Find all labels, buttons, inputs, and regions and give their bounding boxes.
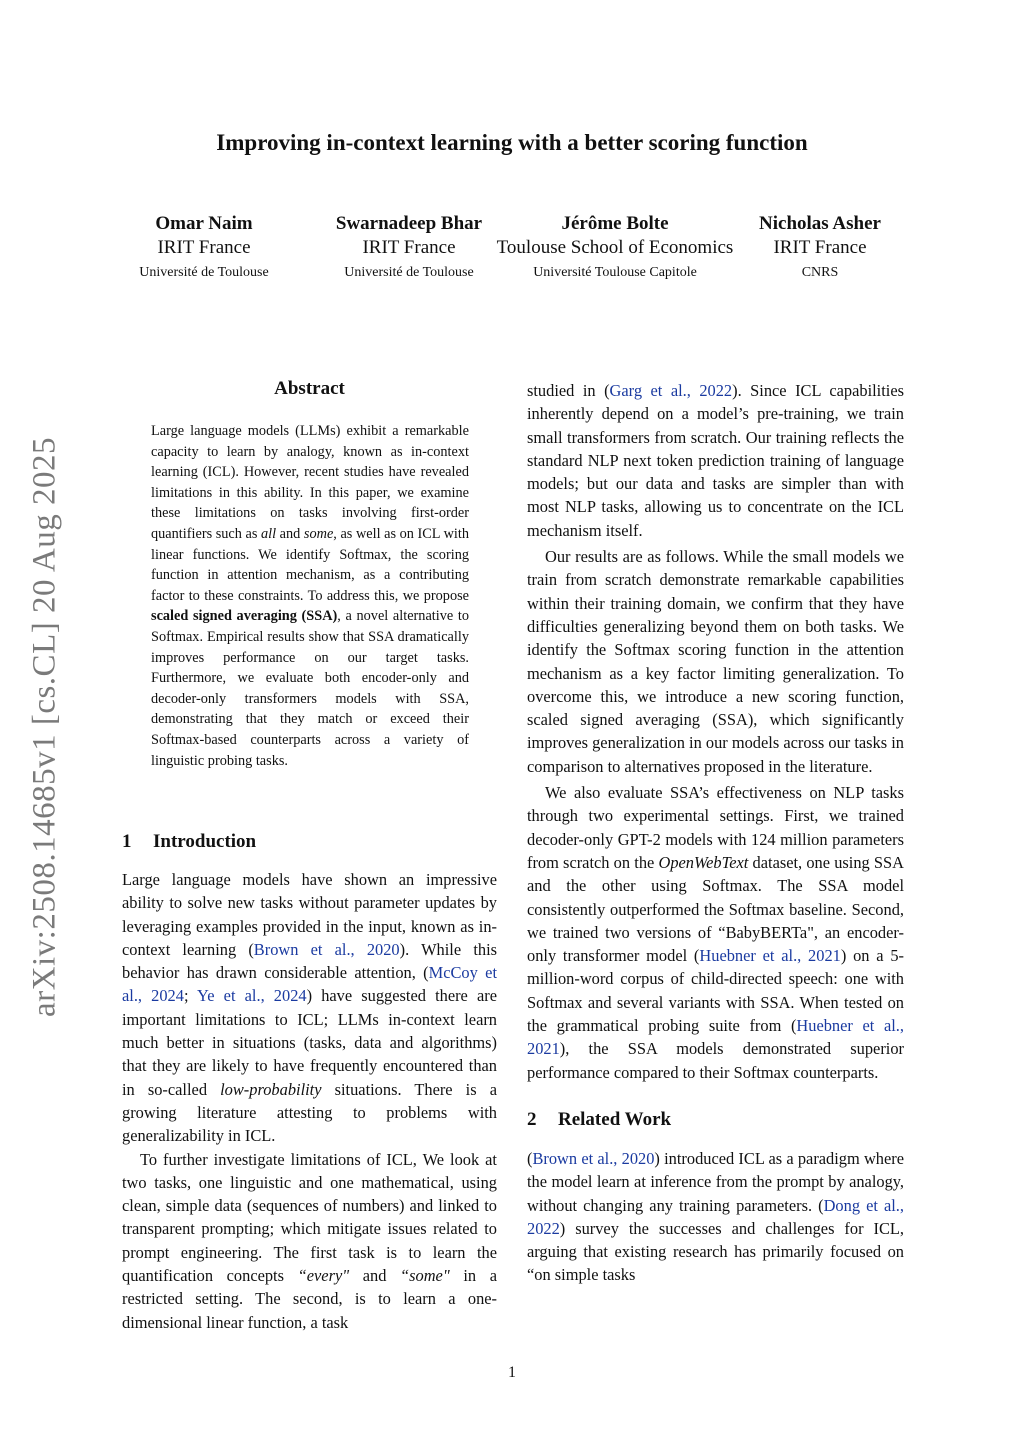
citation-link[interactable]: Brown et al., 2020 [253,939,400,959]
author-institution: Université Toulouse Capitole [533,265,697,280]
author-name: Omar Naim [155,213,253,234]
citation-link[interactable]: Huebner et al., 2021 [527,1016,904,1059]
section-number: 2 [527,1108,537,1130]
author-affiliation: IRIT France [362,237,456,258]
author-name: Jérôme Bolte [561,213,669,234]
page-number: 1 [508,1364,516,1381]
abstract-body [151,421,469,771]
quantifier-some: some [303,525,334,542]
section-number: 1 [122,831,132,852]
section-title: Related Work [558,1108,672,1130]
section-heading-related-work [527,1108,904,1132]
quantifier-all: all [261,525,277,542]
right-paragraph-2: Our results are as follows. While the small models we train from scratch demonstrate remarkable capabilities within their training domain, we confirm that they have difficulties generalizing beyond them on both tasks. We identify the Softmax scoring function in the attention mechanism as a key factor limiting generalization. To overcome this, we introduce a new scoring function, scaled signed averaging (SSA), which significantly improves generalization in our models across our tasks in comparison to alternatives proposed in the literature. [527,547,904,776]
author-institution: Université de Toulouse [139,265,269,280]
right-paragraph-3: We also evaluate SSA’s effectiveness on NLP tasks through two experimental settings. First, we trained decoder-only GPT-2 models with 124 million parameters from scratch on the OpenWebText dataset, one using SSA and the other using Softmax. The SSA model consistently outperformed the Softmax baseline. Second, we trained two versions of “BabyBERTa", an encoder-only transformer model (Huebner et al., 2021) on a 5-million-word corpus of child-directed speech: one with Softmax and several variants with SSA. When tested on the grammatical probing suite from (Huebner et al., 2021), the SSA models demonstrated superior performance compared to their Softmax counterparts. [527,783,905,1082]
introduction-section [122,831,497,1334]
author-name: Swarnadeep Bhar [335,213,483,234]
abstract-heading: Abstract [274,378,345,399]
author-affiliation: IRIT France [157,237,251,258]
section-title: Introduction [153,831,257,852]
citation-link[interactable]: Brown et al., 2020 [532,1148,655,1168]
citation-link[interactable]: Garg et al., 2022 [609,381,733,400]
arxiv-identifier: arXiv:2508.14685v1 [cs.CL] 20 Aug 2025 [26,437,63,1017]
author-affiliation: Toulouse School of Economics [496,237,734,258]
abstract-section [122,378,497,400]
right-paragraph-1: studied in (Garg et al., 2022). Since ICL capabilities inherently depend on a model’s pre-training, we train small transformers from scratch. Our training reflects the standard NLP next token prediction training of language models; but our data and tasks are simpler than with most NLP tasks, allowing us to concentrate on the ICL mechanism itself. [527,381,904,540]
paper-title: Improving in-context learning with a better scoring function [216,130,808,155]
citation-link[interactable]: Ye et al., 2024 [197,986,307,1006]
related-work-paragraph: (Brown et al., 2020) introduced ICL as a paradigm where the model learn at inference from the prompt by analogy, without changing any training parameters. (Dong et al., 2022) survey the successes and challenges for ICL, arguing that existing research has primarily focused on “on simple tasks [527,1148,905,1285]
author-institution: Université de Toulouse [344,265,474,280]
right-column [527,379,904,1287]
author-affiliation: IRIT France [773,237,867,258]
citation-link[interactable]: Huebner et al., 2021 [699,946,841,966]
arxiv-side-stamp [10,425,80,1030]
section-heading-introduction [122,831,497,853]
ssa-term: scaled signed averaging (SSA) [151,608,338,625]
abstract-paragraph: Large language models (LLMs) exhibit a remarkable capacity to learn by analogy, known as in-context learning (ICL). However, recent studies have revealed limitations in this ability. In this paper, we examine these limitations on tasks involving first-order quantifiers such as all and some, as well as on ICL with linear functions. We identify Softmax, the scoring function in attention mechanism, as a contributing factor to these constraints. To address this, we propose scaled signed averaging (SSA), a novel alternative to Softmax. Empirical results show that SSA dramatically improves performance on our target tasks. Furthermore, we evaluate both encoder-only and decoder-only transformers models with SSA, demonstrating that they match or exceed their Softmax-based counterparts across a variety of linguistic probing tasks. [151,423,469,769]
intro-paragraph-2: To further investigate limitations of ICL, We look at two tasks, one linguistic and one mathematical, using clean, simple data (sequences of numbers) and linked to transparent prompting; which mitigate issues related to prompt engineering. The first task is to learn the quantification concepts “every" and “some" in a restricted setting. The second, is to learn a one-dimensional linear function, a task [122,1149,497,1332]
author-block-4 [730,212,910,286]
intro-paragraph-1: Large language models have shown an impressive ability to solve new tasks without parameter updates by leveraging examples provided in the input, known as in-context learning (Brown et al., 2020). While this behavior has drawn considerable attention, (McCoy et al., 2024; Ye et al., 2024) have suggested there are important limitations to ICL; LLMs in-context learn much better in situations (tasks, data and algorithms) that they are likely to have frequently encountered than in so-called low-probability situations. There is a growing literature attesting to problems with generalizability in ICL. [122,870,497,1146]
citation-link[interactable]: Dong et al., 2022 [527,1195,904,1238]
author-block-3 [470,212,760,286]
author-institution: CNRS [801,265,839,280]
author-name: Nicholas Asher [759,213,881,234]
author-block-1 [104,212,304,286]
citation-link[interactable]: McCoy et al., 2024 [122,963,497,1006]
